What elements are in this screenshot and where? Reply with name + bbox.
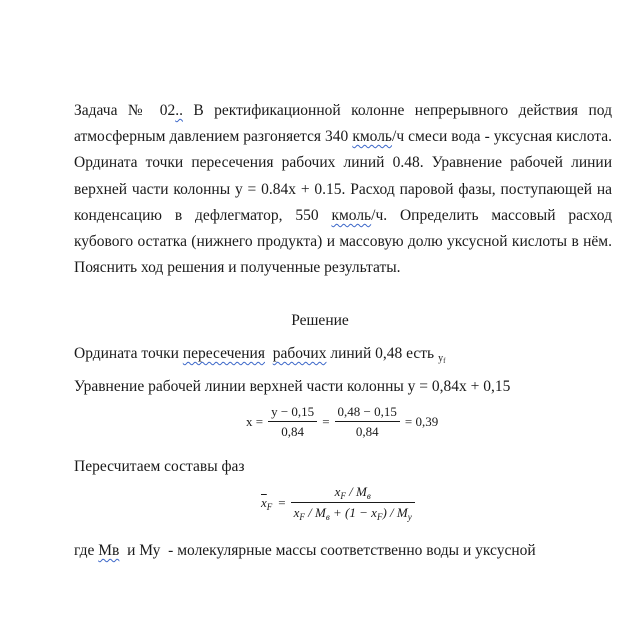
den-c: + (1 − x	[329, 505, 377, 520]
line4-and: и	[119, 542, 140, 559]
den-a-sub: F	[299, 512, 305, 522]
formula-x-result: = 0,39	[404, 414, 439, 429]
line1-word-working: рабочих	[272, 345, 327, 362]
fraction-1-den: 0,84	[281, 424, 305, 439]
formula-x	[243, 404, 441, 440]
num-rest: / M	[345, 484, 367, 499]
fraction-1	[268, 404, 317, 440]
line1-space	[265, 345, 273, 362]
formula-xf-eq: =	[278, 495, 286, 510]
den-a: x	[293, 505, 300, 520]
line4-my: Му	[139, 542, 161, 559]
fraction-3-den	[291, 503, 415, 522]
line4-suffix: - молекулярные массы соответственно воды и уксусной	[160, 542, 536, 559]
problem-text-c: /ч. Определить массовый расход кубового остатка (нижнего продукта) и массовую долю уксусной кислоты в нём. Пояснить ход решения и полученные результаты.	[74, 206, 612, 277]
line1-suffix: линий 0,48 есть	[326, 345, 435, 362]
line4-prefix: где	[74, 542, 99, 559]
problem-statement	[74, 98, 612, 281]
line1-word-intersection: пересечения	[182, 345, 265, 362]
formula-x-lhs: x =	[246, 414, 264, 429]
fraction-2-num: 0,48 − 0,15	[335, 404, 400, 422]
var-yf	[438, 353, 445, 364]
fraction-3	[291, 484, 415, 522]
problem-label: Задача № 02	[74, 102, 176, 119]
line4-mb: Мв	[98, 542, 120, 559]
fraction-2-den: 0,84	[355, 424, 379, 439]
solution-line-molar-masses	[74, 542, 612, 560]
formula-xf	[258, 484, 417, 522]
solution-line-ordinate	[74, 345, 445, 365]
formula-x-eq: =	[322, 414, 330, 429]
num-sub: F	[340, 491, 346, 501]
var-y: y	[438, 353, 444, 364]
problem-punct: ..	[175, 102, 183, 119]
den-d-sub: y	[407, 512, 412, 522]
fraction-1-num: y − 0,15	[268, 404, 317, 422]
num-var: x	[334, 484, 341, 499]
den-d: ) / M	[382, 505, 408, 520]
fraction-3-num	[291, 484, 415, 503]
problem-text-a: В ректификационной колонне непрерывного действия под атмосферным давлением разгоняется 340	[74, 102, 612, 146]
fraction-2	[335, 404, 400, 440]
var-f: f	[443, 357, 446, 365]
problem-text-b: /ч смеси вода - уксусная кислота. Ордината точки пересечения рабочих линий 0.48. Уравнение рабочей линии верхней части колонны y = 0.84x + 0.15. Расход паровой фазы, поступающей на конденсацию в дефлегматор, 550	[74, 128, 612, 224]
xf-bar-var: $\overline{x}$	[261, 494, 267, 510]
solution-line-equation: Уравнение рабочей линии верхней части колонны y = 0,84x + 0,15	[74, 378, 511, 395]
unit-kmol-1: кмоль	[352, 128, 393, 146]
xf-bar-sub: F	[266, 501, 273, 512]
num-sub2: в	[366, 491, 371, 501]
den-c-sub: F	[376, 512, 383, 522]
unit-kmol-2: кмоль	[331, 206, 372, 224]
formula-xf-lhs	[258, 495, 275, 510]
solution-line-recalc: Пересчитаем составы фаз	[74, 458, 245, 475]
den-b: / M	[304, 505, 326, 520]
den-b-sub: в	[325, 512, 330, 522]
solution-heading: Решение	[291, 312, 349, 329]
line1-prefix: Ордината точки	[74, 345, 183, 362]
